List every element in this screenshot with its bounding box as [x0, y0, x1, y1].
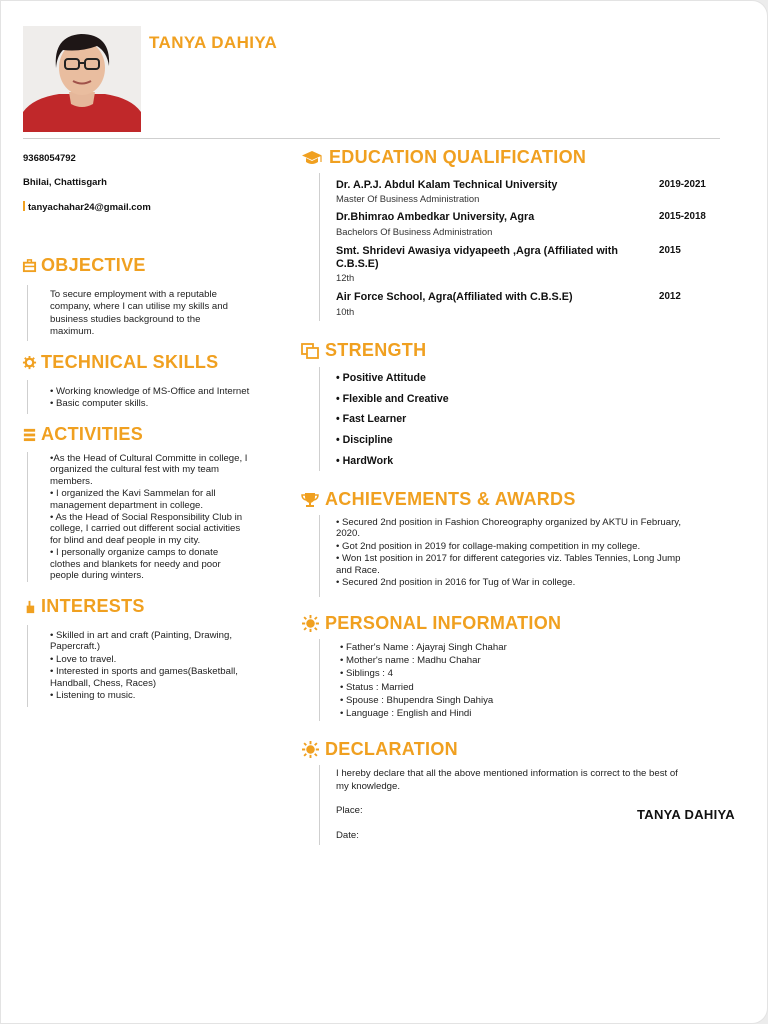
- list-item: • Father's Name : Ajayraj Singh Chahar: [340, 642, 507, 653]
- list-item: [50, 666, 238, 689]
- achievements-title: ACHIEVEMENTS & AWARDS: [325, 489, 576, 509]
- education-degree: Bachelors Of Business Administration: [336, 226, 493, 237]
- objective-text: [50, 289, 228, 339]
- declaration-text: [336, 767, 678, 793]
- sun-icon: [299, 615, 321, 633]
- objective-line: company, where I can utilise my skills and: [50, 301, 228, 313]
- strength-item: • Flexible and Creative: [336, 393, 449, 405]
- item-line: • As the Head of Social Responsibility Club in: [50, 512, 243, 524]
- technical-skills-title: TECHNICAL SKILLS: [41, 352, 219, 372]
- activities-list: [50, 453, 247, 582]
- date-label: Date:: [336, 830, 359, 841]
- item-line: management department in college.: [50, 499, 204, 511]
- interests-title: INTERESTS: [41, 596, 145, 616]
- item-line: Papercraft.): [50, 641, 101, 653]
- objective-line: To secure employment with a reputable: [50, 289, 217, 300]
- personal-info-heading: [299, 613, 561, 634]
- education-degree: Master Of Business Administration: [336, 193, 480, 204]
- education-degree: 10th: [336, 306, 355, 317]
- item-line: • Skilled in art and craft (Painting, Drawing,: [50, 630, 232, 641]
- declaration-heading: [299, 739, 458, 760]
- strength-heading: [299, 340, 426, 361]
- item-line: and Race.: [336, 564, 380, 576]
- achievements-heading: [299, 489, 576, 510]
- declaration-line: my knowledge.: [336, 781, 400, 792]
- strength-item: • HardWork: [336, 455, 394, 467]
- list-item: [336, 517, 681, 540]
- declaration-rule: [319, 765, 320, 845]
- item-line: people during winters.: [50, 570, 144, 582]
- email-marker: [23, 201, 25, 211]
- education-institution: Smt. Shridevi Awasiya vidyapeeth ,Agra (Affiliated with C.B.S.E): [336, 245, 618, 270]
- item-line: for blind and deaf people in my city.: [50, 534, 201, 546]
- activities-title: ACTIVITIES: [41, 424, 144, 444]
- item-line: • Interested in sports and games(Basketball,: [50, 666, 238, 678]
- candidate-name: TANYA DAHIYA: [149, 33, 278, 52]
- objective-rule: [27, 285, 28, 341]
- objective-line: maximum.: [50, 326, 95, 338]
- email: [23, 201, 151, 213]
- item-line: college, I carried out different social activities: [50, 523, 241, 535]
- list-item: [50, 547, 247, 581]
- list-item: • Language : English and Hindi: [340, 708, 472, 720]
- item-line: • I organized the Kavi Sammelan for all: [50, 488, 216, 500]
- declaration-title: DECLARATION: [325, 739, 458, 759]
- strength-rule: [319, 367, 320, 471]
- list-item: [50, 512, 247, 546]
- item-line: Handball, Chess, Races): [50, 677, 157, 689]
- activities-heading: [21, 424, 143, 445]
- item-line: •As the Head of Cultural Committe in college, I: [50, 453, 248, 464]
- strength-title: STRENGTH: [325, 340, 427, 360]
- list-item: • Listening to music.: [50, 690, 136, 702]
- hand-icon: [21, 598, 37, 616]
- strength-item: • Positive Attitude: [336, 372, 426, 384]
- gear-icon: [21, 354, 37, 372]
- email-text: tanyachahar24@gmail.com: [28, 202, 151, 213]
- education-years: 2012: [659, 291, 681, 302]
- technical-skills-rule: [27, 380, 28, 414]
- education-degree: 12th: [336, 272, 355, 283]
- signature-name: TANYA DAHIYA: [637, 807, 735, 822]
- item-line: 2020.: [336, 528, 361, 540]
- education-years: 2015: [659, 245, 681, 256]
- list-item: • Mother's name : Madhu Chahar: [340, 655, 481, 667]
- profile-photo: [23, 26, 141, 132]
- objective-heading: [21, 255, 146, 276]
- personal-info-list: [340, 641, 507, 720]
- declaration-line: I hereby declare that all the above mentioned information is correct to the best of: [336, 768, 678, 779]
- item-line: organized the cultural fest with my team: [50, 464, 220, 476]
- item-line: members.: [50, 475, 93, 487]
- item-line: • Secured 2nd position in Fashion Choreography organized by AKTU in February,: [336, 517, 682, 528]
- briefcase-icon: [21, 257, 37, 275]
- objective-line: business studies background to the: [50, 313, 201, 325]
- personal-info-title: PERSONAL INFORMATION: [325, 613, 562, 633]
- list-item: • Spouse : Bhupendra Singh Dahiya: [340, 694, 494, 706]
- trophy-icon: [299, 491, 321, 509]
- achievements-list: [336, 517, 681, 589]
- interests-heading: [21, 596, 145, 617]
- list-item: [50, 630, 238, 653]
- list-item: [50, 453, 247, 487]
- education-institution: Dr.Bhimrao Ambedkar University, Agra: [336, 211, 535, 223]
- interests-rule: [27, 625, 28, 707]
- education-years: 2015-2018: [659, 211, 706, 222]
- phone-number: 9368054792: [23, 153, 76, 164]
- objective-title: OBJECTIVE: [41, 255, 146, 275]
- list-item: • Status : Married: [340, 681, 414, 693]
- personal-info-rule: [319, 639, 320, 721]
- education-institution: Dr. A.P.J. Abdul Kalam Technical University: [336, 179, 558, 191]
- list-item: • Love to travel.: [50, 653, 117, 665]
- education-title: EDUCATION QUALIFICATION: [329, 147, 587, 167]
- list-item: • Siblings : 4: [340, 668, 393, 680]
- strength-item: • Fast Learner: [336, 413, 407, 425]
- achievements-rule: [319, 515, 320, 597]
- header-divider: [23, 138, 720, 139]
- list-item: [50, 488, 247, 511]
- copy-icon: [299, 342, 321, 360]
- list-item: • Working knowledge of MS-Office and Internet: [50, 386, 250, 397]
- list-item: • Secured 2nd position in 2016 for Tug of War in college.: [336, 577, 576, 589]
- education-years: 2019-2021: [659, 179, 706, 190]
- list-item: • Got 2nd position in 2019 for collage-making competition in my college.: [336, 540, 641, 552]
- technical-skills-heading: [21, 352, 218, 373]
- education-rule: [319, 173, 320, 321]
- technical-skills-list: [50, 386, 249, 411]
- sun-icon: [299, 741, 321, 759]
- item-line: clothes and blankets for needy and poor: [50, 558, 221, 570]
- education-institution: Air Force School, Agra(Affiliated with C.B.S.E): [336, 291, 573, 303]
- activities-rule: [27, 452, 28, 582]
- list-icon: [21, 426, 37, 444]
- item-line: • Won 1st position in 2017 for different categories viz. Tables Tennies, Long Jump: [336, 553, 681, 565]
- graduation-cap-icon: [299, 149, 325, 167]
- place-label: Place:: [336, 805, 363, 816]
- item-line: • I personally organize camps to donate: [50, 547, 219, 559]
- location: Bhilai, Chattisgarh: [23, 177, 107, 188]
- list-item: • Basic computer skills.: [50, 398, 149, 410]
- list-item: [336, 553, 681, 576]
- education-heading: [299, 147, 586, 168]
- strength-item: • Discipline: [336, 434, 393, 446]
- interests-list: [50, 630, 238, 702]
